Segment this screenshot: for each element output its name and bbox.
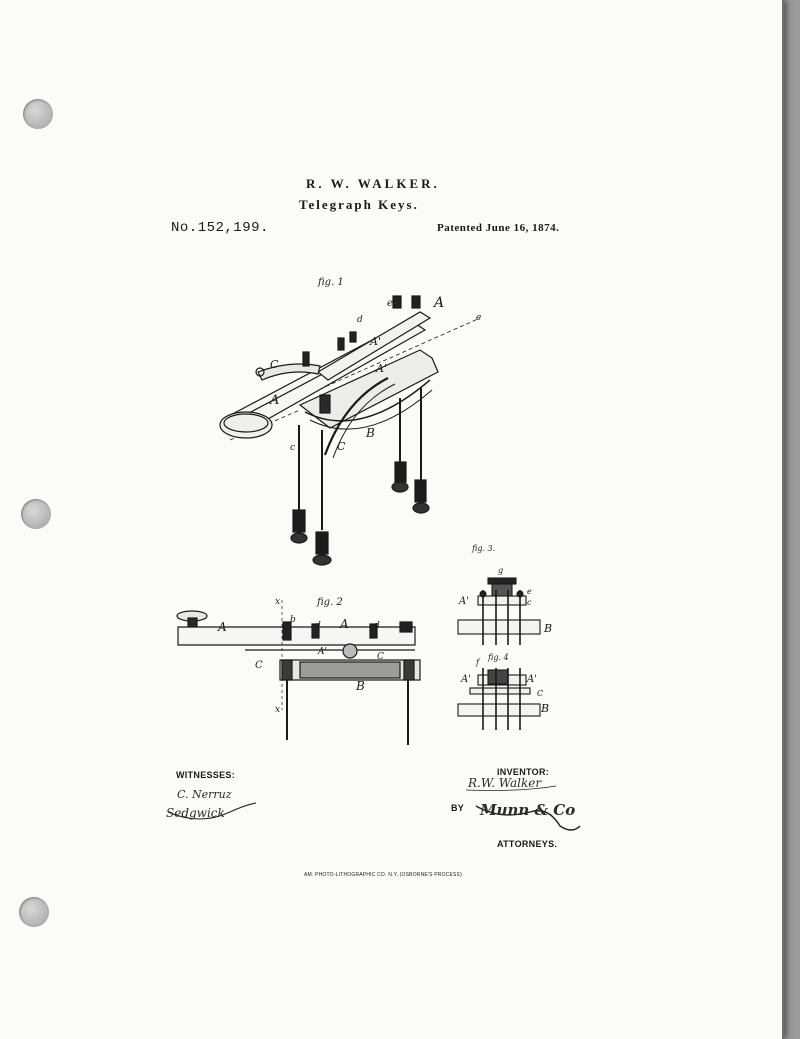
printer-line: AM. PHOTO-LITHOGRAPHIC CO. N.Y. (OSBORNE'S PROCESS) (304, 872, 462, 878)
patent-number: No.152,199. (171, 220, 269, 236)
svg-text:A': A' (318, 647, 327, 657)
svg-text:e: e (527, 587, 532, 596)
svg-text:C: C (537, 689, 544, 698)
svg-text:A: A (270, 393, 280, 408)
fig4-label: fig. 4 (488, 653, 509, 662)
svg-text:e: e (387, 298, 393, 309)
patented-date: Patented June 16, 1874. (437, 222, 560, 234)
witnesses-heading: WITNESSES: (176, 770, 236, 780)
witness-signature-2: Sedgwick (166, 806, 225, 820)
svg-text:c: c (290, 443, 296, 453)
fig2-drawing (177, 597, 420, 745)
svg-text:B: B (544, 622, 553, 635)
svg-text:B: B (356, 679, 365, 693)
svg-text:A: A (340, 617, 349, 631)
svg-text:e: e (476, 313, 482, 323)
svg-text:f: f (476, 658, 479, 667)
svg-text:C: C (377, 652, 384, 662)
svg-text:c: c (527, 598, 532, 607)
fig4-drawing (458, 658, 549, 730)
fig1-drawing (220, 294, 481, 565)
svg-text:x: x (275, 597, 281, 607)
svg-text:g: g (498, 566, 504, 575)
svg-text:d: d (374, 621, 380, 631)
inventor-heading: INVENTOR: (497, 767, 550, 777)
attorneys-signature: Munn & Co (480, 801, 576, 819)
svg-text:x: x (275, 705, 281, 715)
inventor-signature: R.W. Walker (468, 776, 542, 790)
svg-text:d: d (315, 621, 321, 631)
svg-text:A': A' (459, 596, 469, 607)
fig3-drawing (458, 566, 552, 645)
svg-text:B: B (366, 426, 375, 440)
svg-text:A': A' (376, 362, 387, 375)
svg-text:A: A (434, 295, 445, 311)
svg-text:A': A' (370, 335, 381, 348)
svg-text:b: b (290, 615, 296, 625)
svg-text:A: A (218, 620, 227, 634)
fig2-label: fig. 2 (317, 597, 343, 608)
inventor-header: R. W. WALKER. (306, 176, 440, 191)
svg-text:A': A' (461, 674, 471, 685)
by-label: BY (451, 803, 465, 813)
svg-text:C: C (255, 660, 263, 671)
attorneys-heading: ATTORNEYS. (497, 839, 558, 849)
svg-text:d: d (357, 315, 363, 325)
svg-text:C: C (337, 440, 346, 453)
svg-text:B: B (541, 702, 550, 715)
patent-title: Telegraph Keys. (299, 197, 419, 212)
svg-text:C: C (270, 358, 279, 371)
svg-text:b: b (412, 294, 420, 307)
fig1-label: fig. 1 (318, 277, 344, 288)
witness-signature-1: C. Nerruz (177, 788, 232, 801)
svg-text:A': A' (527, 674, 537, 685)
fig3-label: fig. 3. (472, 544, 496, 553)
